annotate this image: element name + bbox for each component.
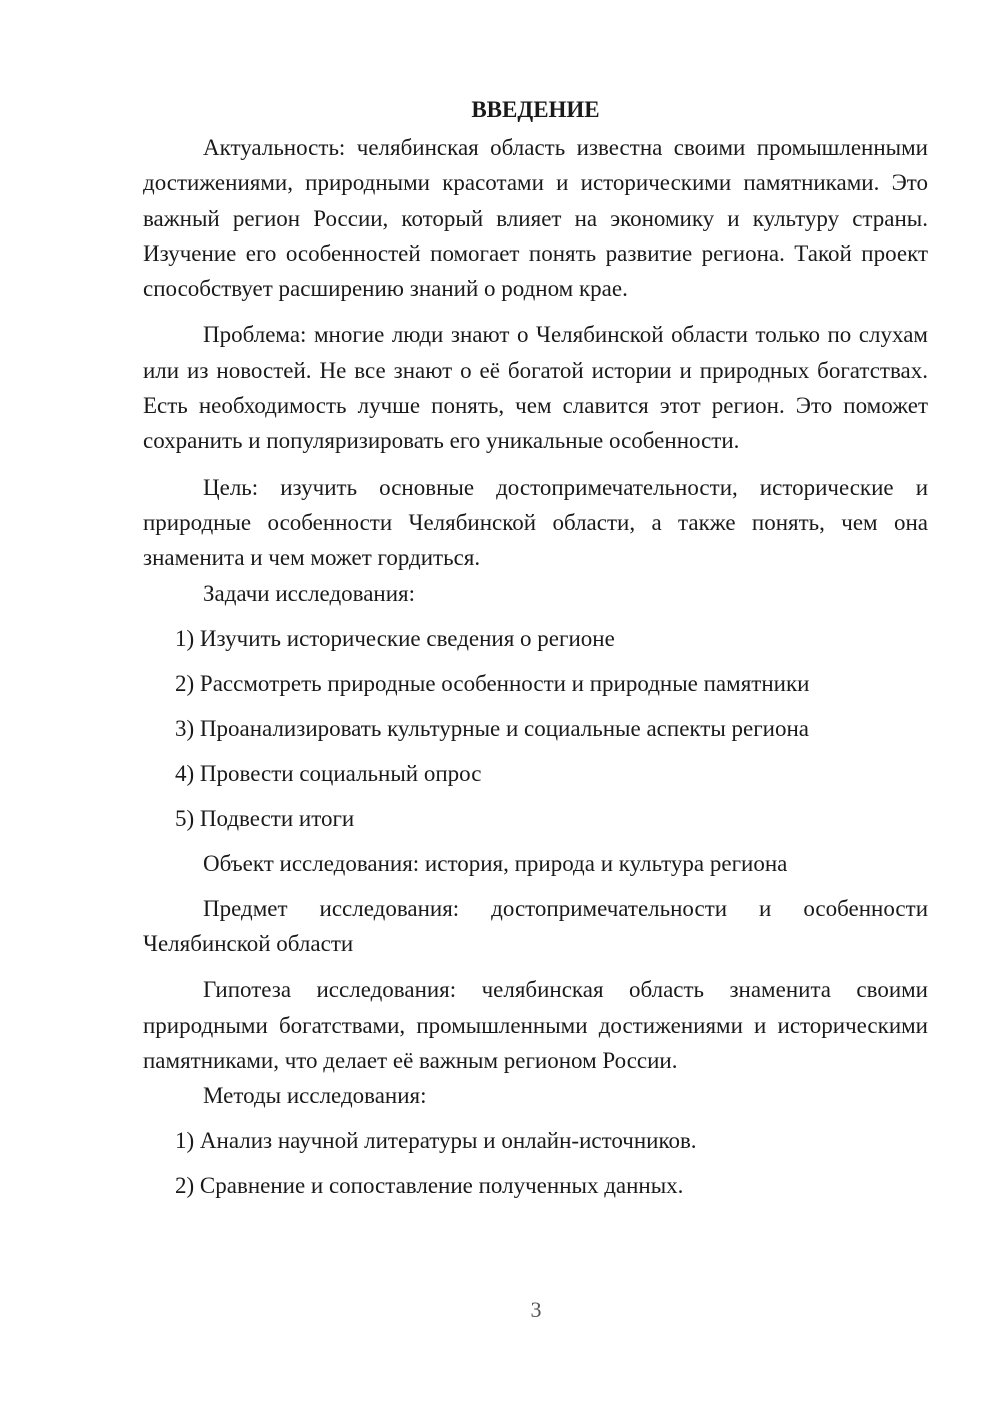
hypothesis-paragraph: Гипотеза исследования: челябинская область знаменита своими природными богатствами, промышленными достижениями и историческими памятниками, что делает её важным регионом России. [143,977,928,1074]
list-item: 4) Провести социальный опрос [175,760,482,786]
actuality-paragraph: Актуальность: челябинская область известна своими промышленными достижениями, природными красотами и историческими памятниками. Это важный регион России, который влияет на экономику и культуру страны. Изучение его особенностей помогает понять развитие региона. Такой проект способствует расширению знаний о родном крае. [143,135,928,302]
list-item: 3) Проанализировать культурные и социальные аспекты региона [175,715,809,741]
document-page [143,92,928,1203]
object-paragraph: Объект исследования: история, природа и культура региона [203,850,788,876]
subject-paragraph: Предмет исследования: достопримечательности и особенности Челябинской области [143,895,928,957]
methods-label: Методы исследования: [203,1083,427,1109]
list-item: 5) Подвести итоги [175,805,355,831]
tasks-list [143,621,928,836]
list-item: 2) Рассмотреть природные особенности и природные памятники [175,670,810,696]
page-number: 3 [530,1297,542,1322]
problem-paragraph: Проблема: многие люди знают о Челябинской области только по слухам или из новостей. Не все знают о её богатой истории и природных богатствах. Есть необходимость лучше понять, чем славится этот регион. Это поможет сохранить и популяризировать его уникальные особенности. [143,322,928,454]
methods-list [143,1123,928,1203]
list-item: 1) Изучить исторические сведения о регионе [175,625,615,651]
list-item: 2) Сравнение и сопоставление полученных данных. [175,1173,684,1199]
goal-paragraph: Цель: изучить основные достопримечательности, исторические и природные особенности Челябинской области, а также понять, чем она знаменита и чем может гордиться. [143,474,928,571]
tasks-label: Задачи исследования: [203,580,416,606]
list-item: 1) Анализ научной литературы и онлайн-источников. [175,1128,697,1154]
page-title: ВВЕДЕНИЕ [471,97,600,122]
